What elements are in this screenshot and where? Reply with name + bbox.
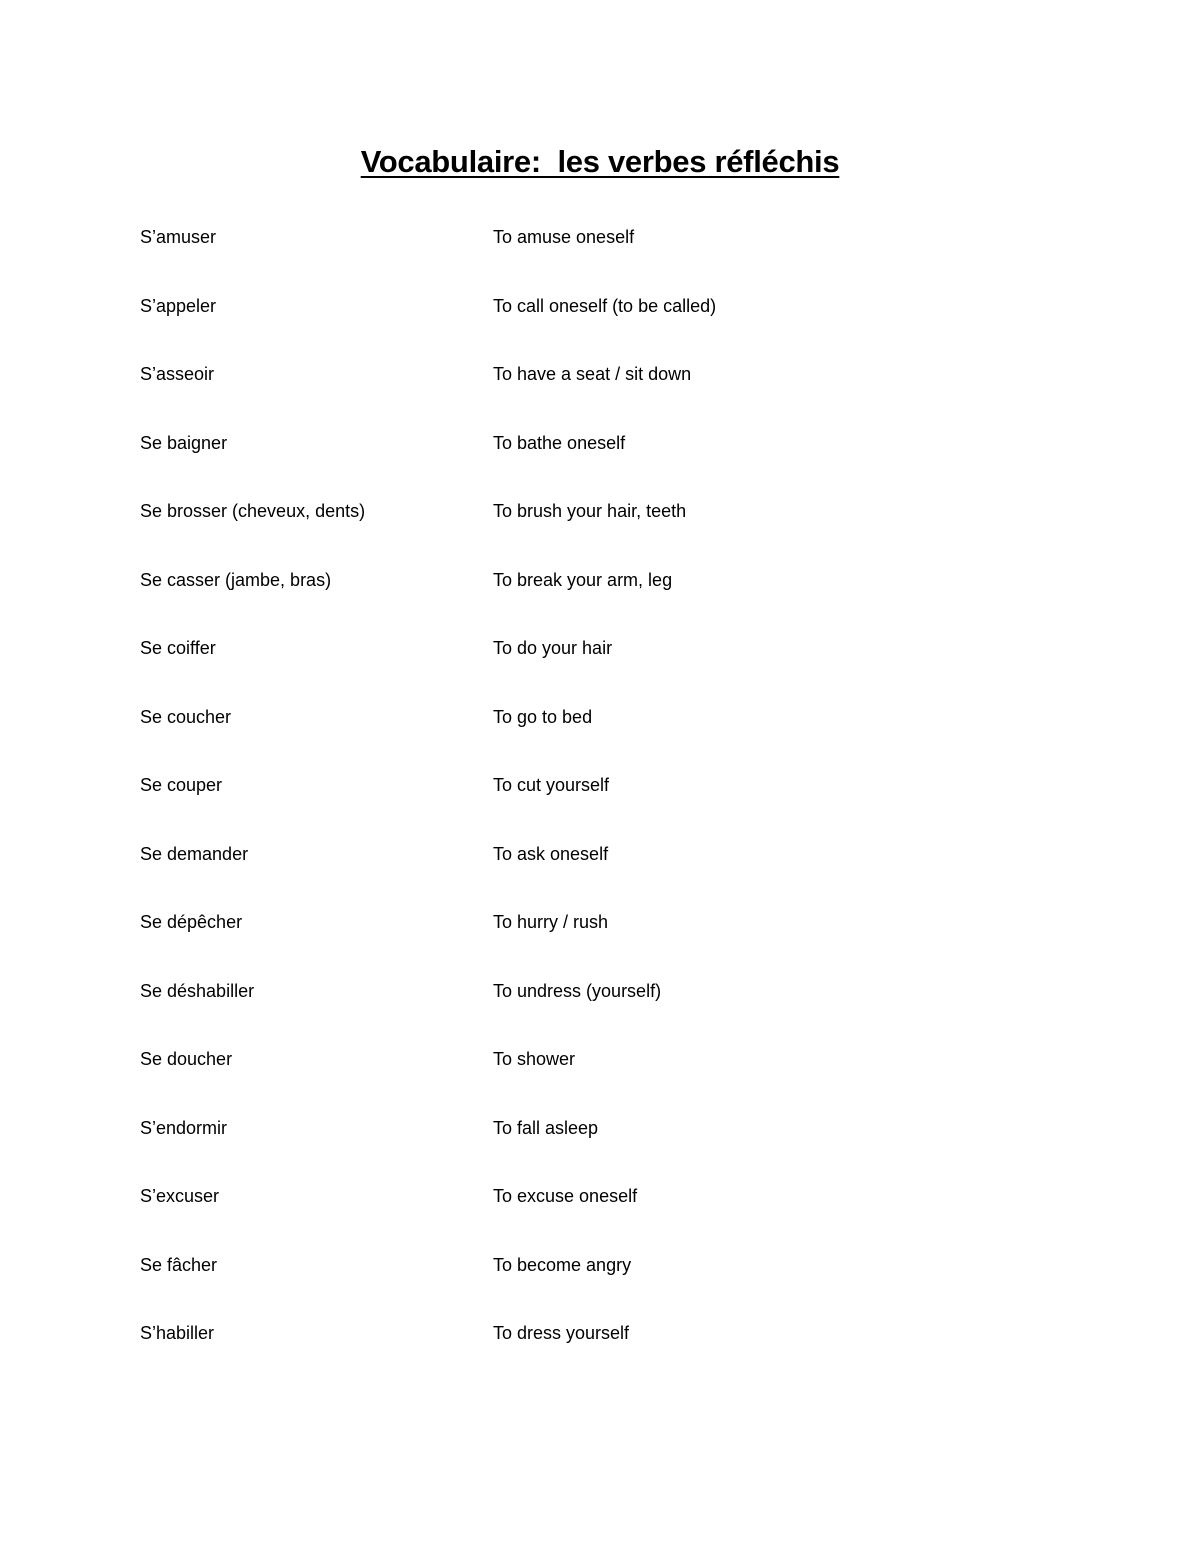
english-translation: To shower (493, 1049, 576, 1069)
page-title-text: Vocabulaire: les verbes réfléchis (360, 144, 840, 179)
vocabulary-row (140, 976, 1040, 1045)
french-verb: S’appeler (140, 295, 217, 316)
french-verb: Se brosser (cheveux, dents) (140, 501, 366, 521)
french-verb: Se coucher (140, 706, 232, 727)
english-translation: To become angry (493, 1254, 632, 1275)
french-verb: Se déshabiller (140, 980, 255, 1001)
french-verb: Se demander (140, 843, 249, 864)
french-verb: S’endormir (140, 1117, 228, 1138)
english-translation: To amuse oneself (493, 227, 635, 247)
french-verb: Se fâcher (140, 1254, 218, 1275)
english-translation: To brush your hair, teeth (493, 501, 687, 521)
french-verb: S’habiller (140, 1323, 215, 1343)
french-verb: S’asseoir (140, 364, 215, 384)
page-title (0, 142, 1200, 182)
french-verb: Se dépêcher (140, 912, 243, 932)
vocabulary-row (140, 565, 1040, 634)
vocabulary-row (140, 291, 1040, 360)
french-verb: Se couper (140, 775, 223, 795)
vocabulary-row (140, 1044, 1040, 1113)
english-translation: To bathe oneself (493, 432, 626, 453)
vocabulary-row (140, 1113, 1040, 1182)
english-translation: To hurry / rush (493, 912, 609, 932)
french-verb: Se doucher (140, 1049, 233, 1069)
french-verb: Se baigner (140, 432, 228, 453)
english-translation: To ask oneself (493, 843, 609, 864)
vocabulary-list (140, 222, 1040, 1387)
english-translation: To cut yourself (493, 775, 610, 795)
french-verb: S’amuser (140, 227, 217, 247)
vocabulary-row (140, 1318, 1040, 1387)
vocabulary-row (140, 359, 1040, 428)
english-translation: To do your hair (493, 638, 613, 658)
english-translation: To go to bed (493, 706, 593, 727)
english-translation: To undress (yourself) (493, 980, 662, 1001)
vocabulary-row (140, 633, 1040, 702)
french-verb: Se coiffer (140, 638, 216, 658)
french-verb: S’excuser (140, 1186, 220, 1206)
vocabulary-row (140, 222, 1040, 291)
vocabulary-row (140, 907, 1040, 976)
english-translation: To have a seat / sit down (493, 364, 692, 384)
english-translation: To break your arm, leg (493, 569, 673, 590)
vocabulary-row (140, 770, 1040, 839)
vocabulary-row (140, 1250, 1040, 1319)
vocabulary-row (140, 1181, 1040, 1250)
english-translation: To excuse oneself (493, 1186, 638, 1206)
english-translation: To fall asleep (493, 1117, 599, 1138)
vocabulary-row (140, 496, 1040, 565)
vocabulary-row (140, 428, 1040, 497)
vocabulary-row (140, 839, 1040, 908)
vocabulary-row (140, 702, 1040, 771)
english-translation: To dress yourself (493, 1323, 630, 1343)
french-verb: Se casser (jambe, bras) (140, 569, 332, 590)
english-translation: To call oneself (to be called) (493, 295, 717, 316)
